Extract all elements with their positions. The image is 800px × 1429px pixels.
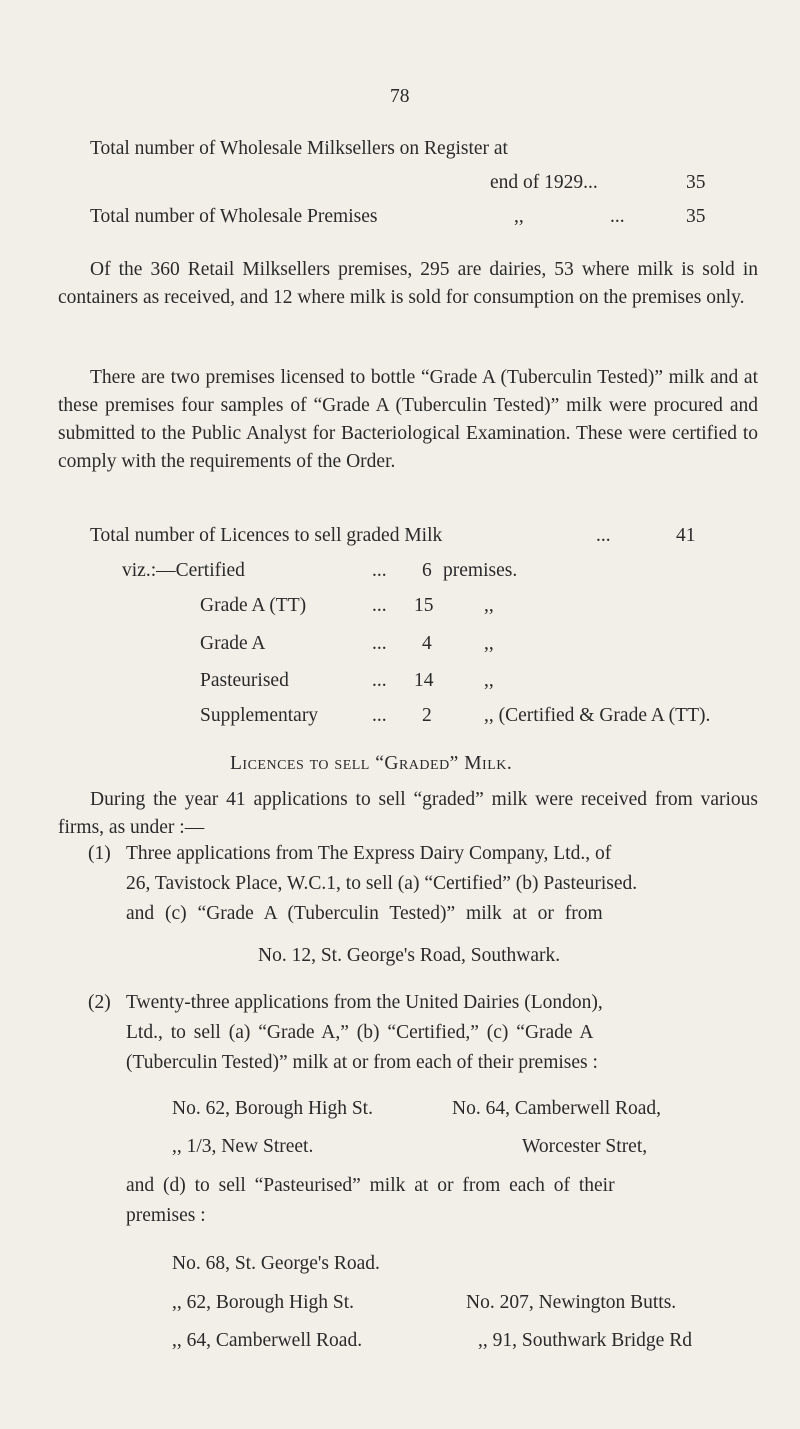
item-2-line: (Tuberculin Tested)” milk at or from each of their premises :	[126, 1052, 598, 1073]
item-1-line: Three applications from The Express Dairy Company, Ltd., of	[126, 843, 612, 864]
grade-a-paragraph: There are two premises licensed to bottle “Grade A (Tuberculin Tested)” milk and at these premises four samples of “Grade A (Tuberculin Tested)” milk were procured and submitted to the Public Analyst for Bacteriological Examination. These were certified to comply with the requirements of the Order.	[58, 367, 758, 472]
licence-row-dots: ...	[372, 670, 387, 691]
item-1-line: 26, Tavistock Place, W.C.1, to sell (a) “Certified” (b) Pasteurised.	[126, 873, 638, 894]
licence-row-dots: ...	[372, 705, 387, 726]
wholesale-premises-dots: ...	[610, 206, 625, 227]
wholesale-premises-ditto: ,,	[514, 206, 524, 227]
pasteurised-premises-address: ,, 91, Southwark Bridge Rd	[478, 1330, 692, 1351]
applications-paragraph: During the year 41 applications to sell “graded” milk were received from various firms, as under :—	[58, 789, 758, 838]
item-1-line: and (c) “Grade A (Tuberculin Tested)” milk at or from	[126, 903, 603, 924]
licence-row-dots: ...	[372, 595, 387, 616]
item-2-number: (2)	[88, 992, 111, 1013]
licence-row-label: Grade A (TT)	[200, 595, 307, 616]
licence-row-count: 2	[422, 705, 432, 726]
item-2-line: and (d) to sell “Pasteurised” milk at or from each of their	[126, 1175, 615, 1196]
licence-row-unit: premises.	[443, 560, 518, 581]
item-2-line: premises :	[126, 1205, 206, 1226]
item-2-line: Ltd., to sell (a) “Grade A,” (b) “Certified,” (c) “Grade A	[126, 1022, 594, 1043]
premises-address: ,, 1/3, New Street.	[172, 1136, 314, 1157]
licence-row-count: 4	[422, 633, 432, 654]
licence-row-count: 6	[422, 560, 432, 581]
wholesale-milksellers-label-cont: end of 1929...	[490, 172, 598, 193]
item-1-number: (1)	[88, 843, 111, 864]
wholesale-premises-value: 35	[686, 206, 706, 227]
pasteurised-premises-address: ,, 64, Camberwell Road.	[172, 1330, 363, 1351]
section-heading: Licences to sell “Graded” Milk.	[230, 753, 513, 774]
pasteurised-premises-address: No. 68, St. George's Road.	[172, 1253, 380, 1274]
licences-total-dots: ...	[596, 525, 611, 546]
premises-address: Worcester Stret,	[522, 1136, 648, 1157]
item-2-line: Twenty-three applications from the United Dairies (London),	[126, 992, 603, 1013]
licence-row-dots: ...	[372, 560, 387, 581]
licence-row-count: 14	[414, 670, 434, 691]
licence-row-dots: ...	[372, 633, 387, 654]
pasteurised-premises-address: No. 207, Newington Butts.	[466, 1292, 677, 1313]
licence-row-unit: ,,	[484, 633, 494, 654]
licence-row-label: Pasteurised	[200, 670, 289, 691]
wholesale-milksellers-value: 35	[686, 172, 706, 193]
pasteurised-premises-address: ,, 62, Borough High St.	[172, 1292, 355, 1313]
licence-row-label: Grade A	[200, 633, 266, 654]
licences-total-value: 41	[676, 525, 696, 546]
licence-row-unit: ,, (Certified & Grade A (TT).	[484, 705, 711, 726]
premises-address: No. 62, Borough High St.	[172, 1098, 373, 1119]
licence-row-label: Supplementary	[200, 705, 319, 726]
item-1-address: No. 12, St. George's Road, Southwark.	[258, 945, 561, 966]
wholesale-milksellers-label: Total number of Wholesale Milksellers on Register at	[90, 138, 508, 159]
premises-address: No. 64, Camberwell Road,	[452, 1098, 662, 1119]
retail-premises-paragraph: Of the 360 Retail Milksellers premises, 295 are dairies, 53 where milk is sold in containers as received, and 12 where milk is sold for consumption on the premises only.	[58, 259, 758, 308]
wholesale-premises-label: Total number of Wholesale Premises	[90, 206, 378, 227]
licence-row-unit: ,,	[484, 670, 494, 691]
page-number: 78	[390, 86, 410, 107]
licence-row-unit: ,,	[484, 595, 494, 616]
licence-row-label: viz.:—Certified	[122, 560, 245, 581]
licence-row-count: 15	[414, 595, 434, 616]
licences-total-label: Total number of Licences to sell graded Milk	[90, 525, 443, 546]
